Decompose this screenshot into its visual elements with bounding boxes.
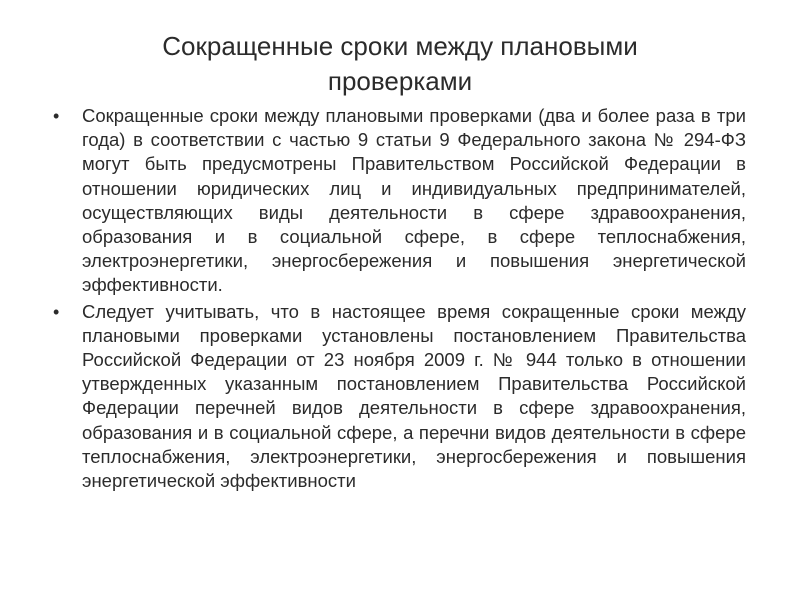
- bullet-list: [50, 104, 746, 495]
- bullet-icon: •: [53, 301, 60, 322]
- bullet-item: [50, 300, 746, 494]
- bullet-icon: •: [53, 106, 60, 126]
- bullet-text: Следует учитывать, что в настоящее время сокращенные сроки между плановыми проверками установлены постановлением Правительства Российской Федерации от 23 ноября 2009 г. № 944 только в отношении утвержденных указанным постановлением Правительства Российской Федерации перечней видов деятельности в сфере здравоохранения, образования и в социальной сфере, а перечни видов деятельности в сфере теплоснабжения, электроэнергетики, энергосбережения и повышения энергетической эффективности: [82, 300, 746, 492]
- slide-title: Сокращенные сроки между плановыми проверками: [162, 31, 638, 96]
- bullet-text: Сокращенные сроки между плановыми проверками (два и более раза в три года) в соответствии с частью 9 статьи 9 Федерального закона № 294-ФЗ могут быть предусмотрены Правительством Российской Федерации в отношении юридических лиц и индивидуальных предпринимателей, осуществляющих виды деятельности в сфере здравоохранения, образования и в социальной сфере, в сфере теплоснабжения, электроэнергетики, энергосбережения и повышения энергетической эффективности.: [82, 105, 746, 296]
- bullet-item: [50, 104, 746, 298]
